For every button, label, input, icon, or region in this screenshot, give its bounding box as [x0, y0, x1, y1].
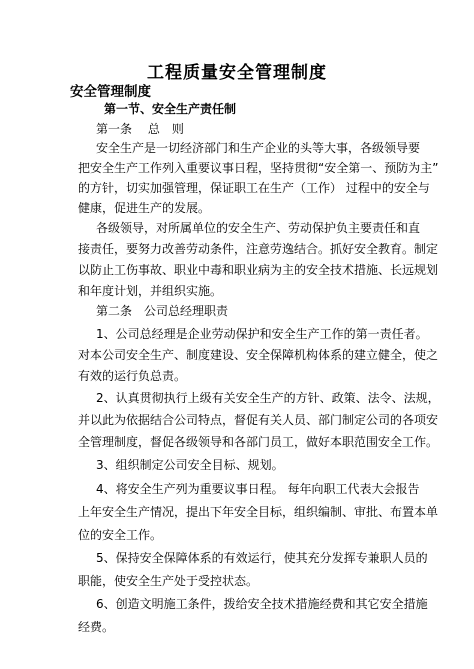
list-item-line: 3、组织制定公司安全目标、规划。: [96, 458, 284, 472]
paragraph-line: 以防止工伤事故、职业中毒和职业病为主的安全技术措施、长远规划: [78, 263, 439, 277]
list-item-line: 有效的运行负总责。: [78, 369, 187, 383]
list-item-line: 位的安全工作。: [78, 528, 163, 542]
article2-heading: 第二条 公司总经理职责: [96, 304, 229, 318]
section-heading: 安全管理制度: [70, 84, 151, 100]
list-item-line: 上年安全生产情况，提出下年安全目标，组织编制、审批、布置本单: [78, 505, 439, 519]
list-item-line: 4、将安全生产列为重要议事日程。 每年向职工代表大会报告: [96, 482, 420, 496]
list-item-line: 2、认真贯彻执行上级有关安全生产的方针、政策、法令、法规，: [96, 391, 440, 405]
article1-heading: 第一条 总 则: [96, 122, 184, 136]
list-item-line: 5、保持安全保障体系的有效运行，使其充分发挥专兼职人员的: [96, 551, 428, 565]
paragraph-line: 把安全生产工作列入重要议事日程，坚持贯彻“安全第一、预防为主”: [78, 161, 439, 175]
subsection-heading: 第一节、安全生产责任制: [104, 102, 237, 116]
list-item-line: 6、创造文明施工条件，拨给安全技术措施经费和其它安全措施: [96, 597, 428, 611]
list-item-line: 对本公司安全生产、制度建设、安全保障机构体系的建立健全，使之: [78, 348, 439, 362]
list-item-line: 并以此为依据结合公司特点，督促有关人员、部门制定公司的各项安: [78, 413, 439, 427]
list-item-line: 职能，使安全生产处于受控状态。: [78, 574, 259, 588]
paragraph-line: 各级领导，对所属单位的安全生产、劳动保护负主要责任和直: [96, 221, 421, 235]
paragraph-line: 的方针，切实加强管理，保证职工在生产（工作） 过程中的安全与: [78, 181, 430, 195]
list-item-line: 经费。: [78, 620, 115, 634]
paragraph-line: 健康，促进生产的发展。: [78, 201, 211, 215]
list-item-line: 1、公司总经理是企业劳动保护和安全生产工作的第一责任者。: [96, 327, 428, 341]
paragraph-line: 和年度计划，并组织实施。: [78, 284, 223, 298]
paragraph-line: 接责任，要努力改善劳动条件，注意劳逸结合。抓好安全教育。制定: [78, 242, 439, 256]
paragraph-line: 安全生产是一切经济部门和生产企业的头等大事，各级领导要: [96, 141, 421, 155]
list-item-line: 全管理制度，督促各级领导和各部门员工，做好本职范围安全工作。: [78, 435, 439, 449]
document-title: 工程质量安全管理制度: [147, 63, 327, 83]
